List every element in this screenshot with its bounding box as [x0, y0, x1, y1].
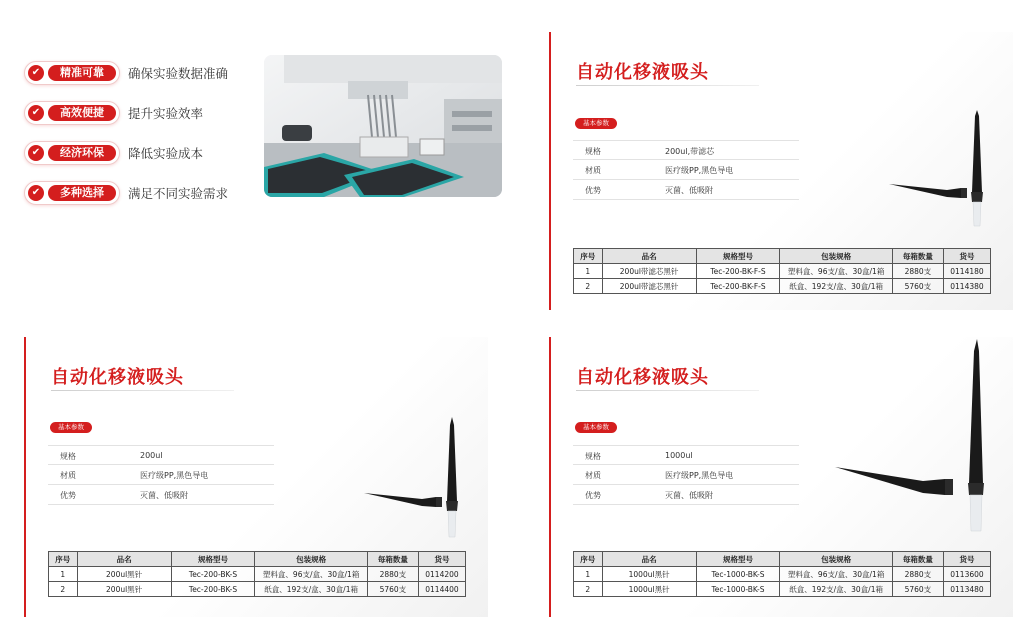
param-row: [48, 485, 274, 505]
cell: 纸盒、192支/盒、30盒/1箱: [780, 279, 892, 294]
param-row: [573, 445, 799, 465]
feature-tag: 高效便捷: [48, 105, 116, 121]
param-key: 规格: [585, 452, 601, 461]
param-value: 灭菌、低吸附: [140, 491, 188, 500]
card-title: 自动化移液吸头: [576, 367, 709, 388]
param-value: 200ul: [140, 451, 163, 460]
spec-header-row: [574, 249, 991, 264]
feature-list: [24, 53, 264, 213]
cell: 200ul带滤芯黑针: [602, 279, 696, 294]
params-table: [573, 140, 799, 200]
feature-tag: 多种选择: [48, 185, 116, 201]
check-icon: ✔: [28, 185, 44, 201]
param-key: 规格: [60, 452, 76, 461]
spec-header-row: [574, 552, 991, 567]
cell: 2880支: [892, 264, 943, 279]
col-header: 规格型号: [696, 249, 780, 264]
cell: 1000ul黑针: [602, 582, 696, 597]
feature-desc: 确保实验数据准确: [128, 66, 229, 81]
check-icon: ✔: [28, 105, 44, 121]
feature-item: [24, 133, 264, 173]
cell: 2: [49, 582, 78, 597]
params-table: [573, 445, 799, 505]
table-row: [574, 264, 991, 279]
param-row: [48, 465, 274, 485]
title-divider: [51, 390, 234, 391]
cell: 塑料盒、96支/盒、30盒/1箱: [780, 567, 892, 582]
table-row: [574, 279, 991, 294]
product-card-200ul: [24, 337, 488, 617]
param-row: [573, 465, 799, 485]
accent-bar: [549, 337, 551, 617]
param-row: [48, 445, 274, 465]
lab-machine-illustration: [264, 55, 502, 197]
col-header: 包装规格: [780, 552, 892, 567]
feature-desc: 提升实验效率: [128, 106, 204, 121]
param-row: [573, 485, 799, 505]
params-badge: 基本参数: [50, 422, 92, 433]
lab-automation-photo: [264, 55, 502, 197]
param-value: 医疗级PP,黑色导电: [665, 166, 734, 175]
cell: 0113480: [943, 582, 990, 597]
param-row: [573, 160, 799, 180]
product-spec-table: [48, 551, 466, 597]
col-header: 包装规格: [780, 249, 892, 264]
feature-desc: 满足不同实验需求: [128, 186, 229, 201]
card-title: 自动化移液吸头: [576, 62, 709, 83]
card-title: 自动化移液吸头: [51, 367, 184, 388]
col-header: 序号: [49, 552, 78, 567]
col-header: 包装规格: [255, 552, 367, 567]
param-key: 规格: [585, 147, 601, 156]
param-value: 1000ul: [665, 451, 693, 460]
param-key: 优势: [585, 186, 601, 195]
params-badge: 基本参数: [575, 118, 617, 129]
cell: 2880支: [367, 567, 418, 582]
param-row: [573, 140, 799, 160]
col-header: 每箱数量: [892, 552, 943, 567]
param-value: 灭菌、低吸附: [665, 491, 713, 500]
cell: Tec-200-BK-F-S: [696, 264, 780, 279]
param-key: 优势: [585, 491, 601, 500]
cell: 纸盒、192支/盒、30盒/1箱: [780, 582, 892, 597]
cell: 0114400: [418, 582, 465, 597]
spec-header-row: [49, 552, 466, 567]
params-table: [48, 445, 274, 505]
col-header: 规格型号: [171, 552, 255, 567]
feature-desc: 降低实验成本: [128, 146, 204, 161]
accent-bar: [24, 337, 26, 617]
col-header: 货号: [418, 552, 465, 567]
pipette-tip-image: [887, 106, 997, 236]
table-row: [574, 567, 991, 582]
cell: 5760支: [892, 582, 943, 597]
product-spec-table: [573, 248, 991, 294]
table-row: [49, 567, 466, 582]
feature-pill: [24, 101, 120, 125]
cell: 1: [49, 567, 78, 582]
feature-tag: 经济环保: [48, 145, 116, 161]
check-icon: ✔: [28, 145, 44, 161]
cell: Tec-200-BK-S: [171, 567, 255, 582]
table-row: [49, 582, 466, 597]
param-key: 优势: [60, 491, 76, 500]
accent-bar: [549, 32, 551, 310]
col-header: 每箱数量: [367, 552, 418, 567]
product-spec-table: [573, 551, 991, 597]
cell: 2: [574, 279, 603, 294]
param-value: 灭菌、低吸附: [665, 186, 713, 195]
cell: Tec-1000-BK-S: [696, 567, 780, 582]
cell: 纸盒、192支/盒、30盒/1箱: [255, 582, 367, 597]
cell: 2: [574, 582, 603, 597]
cell: 5760支: [367, 582, 418, 597]
col-header: 货号: [943, 249, 990, 264]
params-badge: 基本参数: [575, 422, 617, 433]
cell: 5760支: [892, 279, 943, 294]
feature-item: [24, 53, 264, 93]
check-icon: ✔: [28, 65, 44, 81]
title-divider: [576, 390, 759, 391]
param-value: 医疗级PP,黑色导电: [140, 471, 209, 480]
cell: 200ul带滤芯黑针: [602, 264, 696, 279]
product-card-200ul-filter: [549, 32, 1013, 310]
feature-tag: 精准可靠: [48, 65, 116, 81]
cell: 200ul黑针: [77, 567, 171, 582]
param-row: [573, 180, 799, 200]
table-row: [574, 582, 991, 597]
col-header: 品名: [602, 249, 696, 264]
feature-item: [24, 93, 264, 133]
cell: 200ul黑针: [77, 582, 171, 597]
param-value: 医疗级PP,黑色导电: [665, 471, 734, 480]
title-divider: [576, 85, 759, 86]
feature-item: [24, 173, 264, 213]
cell: Tec-200-BK-F-S: [696, 279, 780, 294]
cell: 1: [574, 567, 603, 582]
feature-pill: [24, 141, 120, 165]
cell: 1000ul黑针: [602, 567, 696, 582]
cell: Tec-200-BK-S: [171, 582, 255, 597]
col-header: 规格型号: [696, 552, 780, 567]
cell: 塑料盒、96支/盒、30盒/1箱: [255, 567, 367, 582]
col-header: 序号: [574, 552, 603, 567]
cell: 塑料盒、96支/盒、30盒/1箱: [780, 264, 892, 279]
col-header: 每箱数量: [892, 249, 943, 264]
cell: Tec-1000-BK-S: [696, 582, 780, 597]
pipette-tip-image: [833, 337, 993, 537]
cell: 1: [574, 264, 603, 279]
cell: 0114180: [943, 264, 990, 279]
param-key: 材质: [585, 471, 601, 480]
col-header: 序号: [574, 249, 603, 264]
cell: 0114380: [943, 279, 990, 294]
cell: 0114200: [418, 567, 465, 582]
cell: 2880支: [892, 567, 943, 582]
product-card-1000ul: [549, 337, 1013, 617]
feature-pill: [24, 61, 120, 85]
param-value: 200ul,带滤芯: [665, 147, 715, 156]
cell: 0113600: [943, 567, 990, 582]
col-header: 货号: [943, 552, 990, 567]
feature-pill: [24, 181, 120, 205]
col-header: 品名: [602, 552, 696, 567]
pipette-tip-image: [362, 415, 472, 545]
param-key: 材质: [60, 471, 76, 480]
col-header: 品名: [77, 552, 171, 567]
param-key: 材质: [585, 166, 601, 175]
